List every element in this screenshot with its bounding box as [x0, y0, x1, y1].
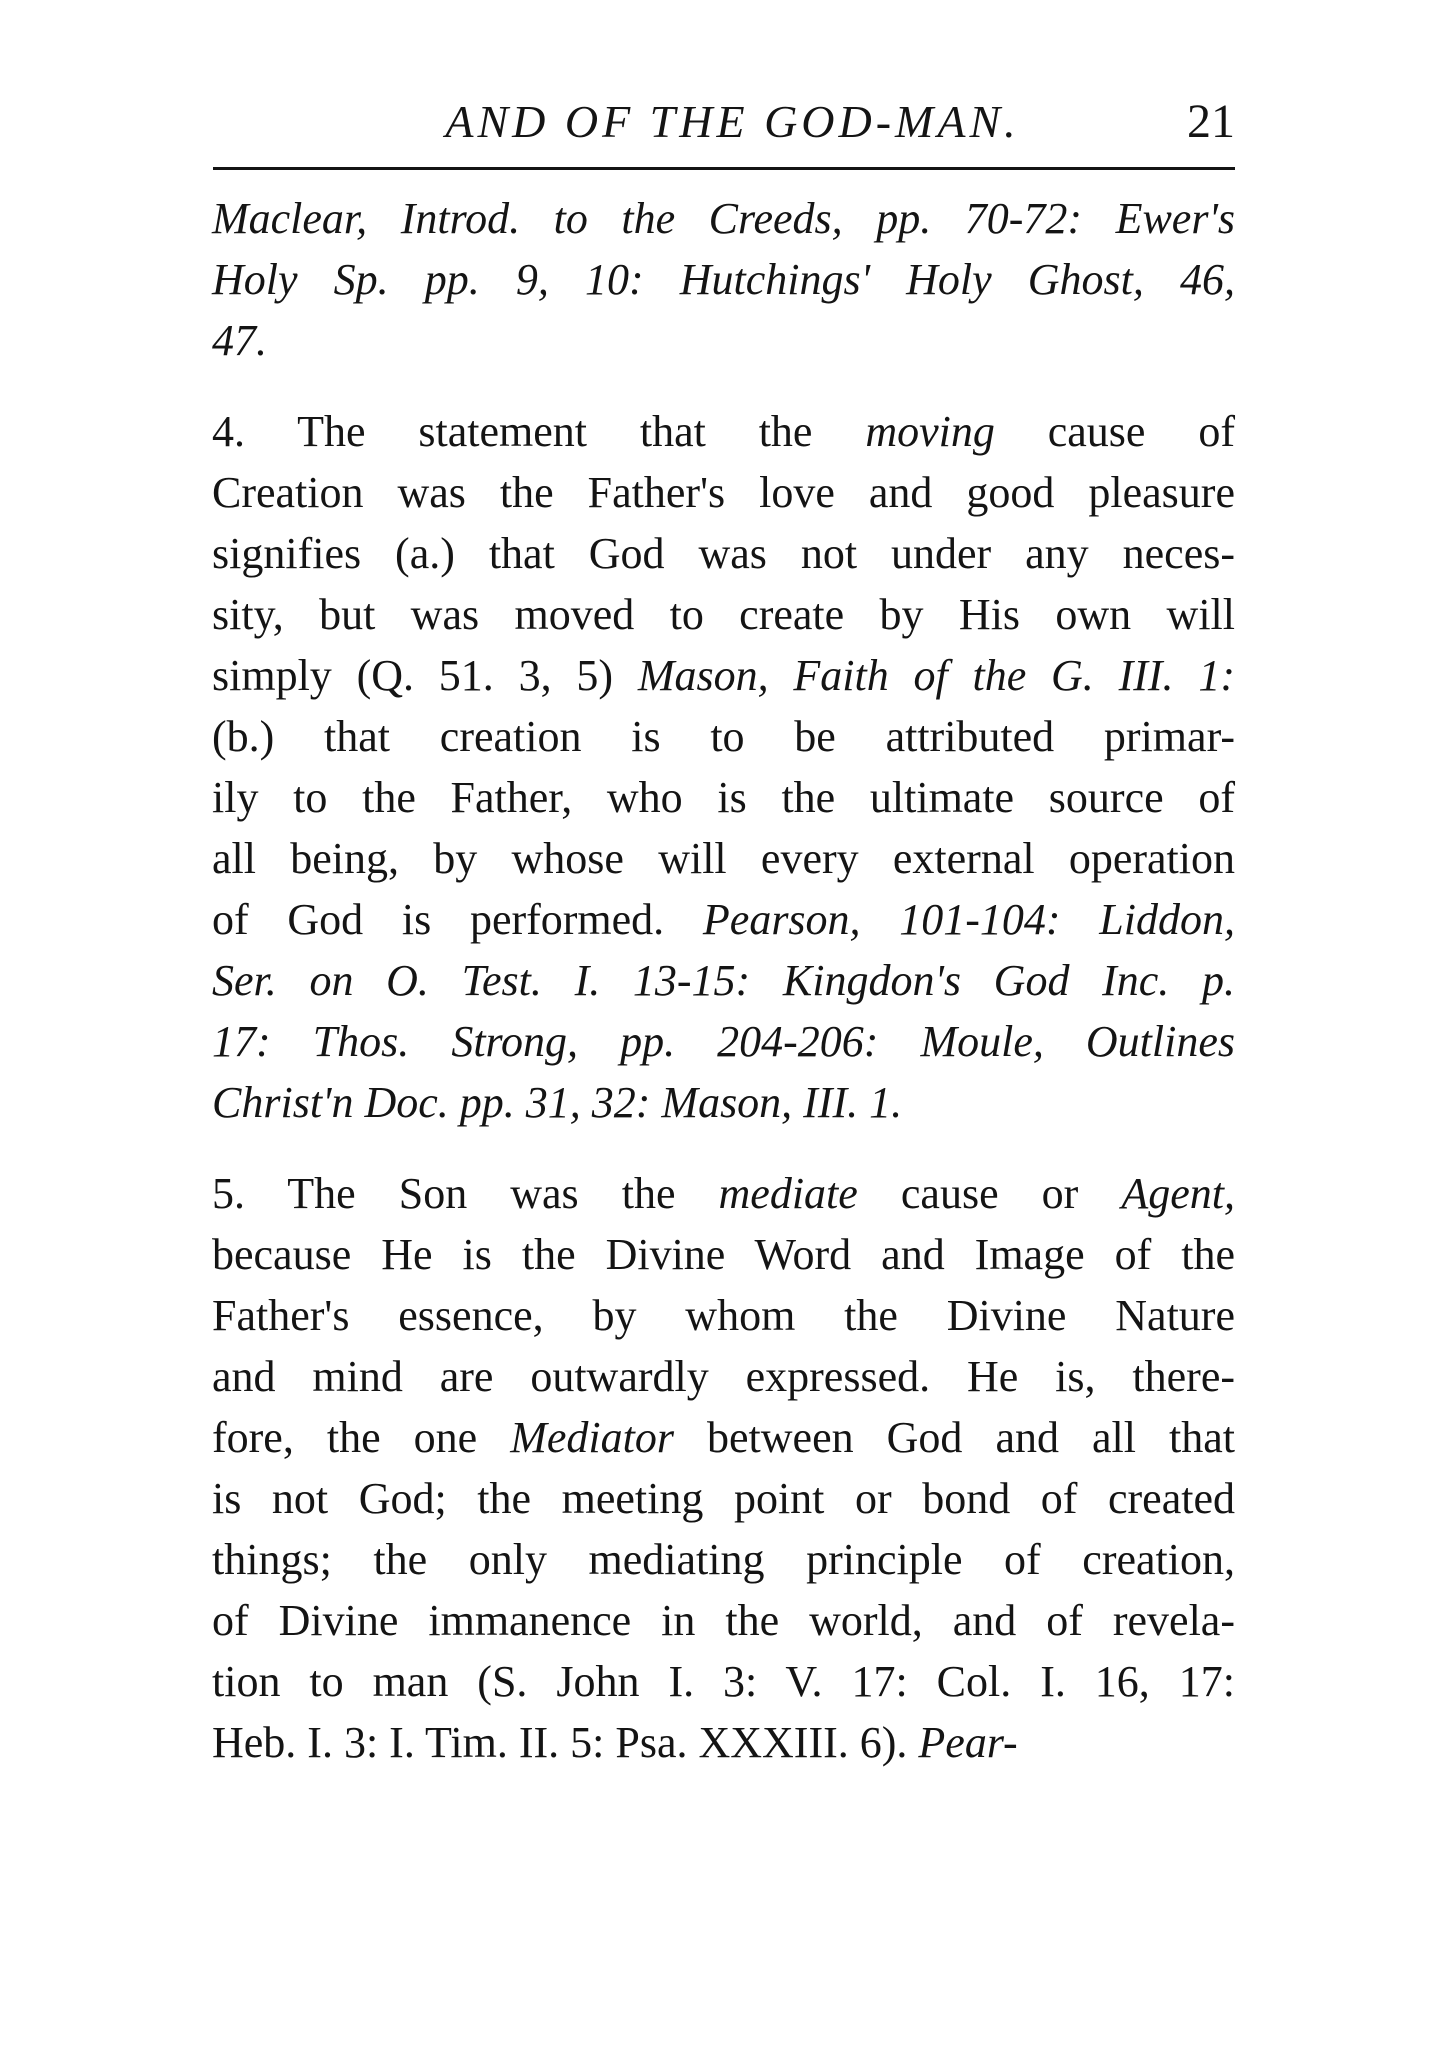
page-text — [212, 188, 1235, 1773]
text-run: of Divine immanence in the world, and of revela- — [212, 1596, 1235, 1645]
italic-text: Mason, Faith of the G. III. 1: — [637, 651, 1235, 700]
text-run: between God and all that — [673, 1413, 1235, 1462]
text-run: (b.) that creation is to be attributed primar- — [212, 712, 1235, 761]
text-line — [212, 462, 1235, 523]
continued-references — [212, 188, 1235, 371]
italic-text: moving — [865, 407, 995, 456]
paragraph-5 — [212, 1163, 1235, 1773]
text-line — [212, 889, 1235, 950]
text-line — [212, 523, 1235, 584]
text-run: cause or — [857, 1169, 1122, 1218]
italic-text: Agent, — [1121, 1169, 1235, 1218]
text-line — [212, 706, 1235, 767]
text-run: 5. The Son was the — [212, 1169, 719, 1218]
text-line — [212, 950, 1235, 1011]
italic-text: Pear- — [918, 1718, 1018, 1767]
text-line — [212, 584, 1235, 645]
text-line — [212, 188, 1235, 249]
text-line — [212, 1712, 1235, 1773]
text-line — [212, 828, 1235, 889]
italic-text: mediate — [718, 1169, 858, 1218]
text-run: ily to the Father, who is the ultimate source of — [212, 773, 1235, 822]
italic-text: 47. — [212, 316, 267, 365]
running-head — [210, 92, 1235, 152]
text-line — [212, 1590, 1235, 1651]
text-run: things; the only mediating principle of creation, — [212, 1535, 1235, 1584]
text-run: sity, but was moved to create by His own will — [212, 590, 1235, 639]
text-run: signifies (a.) that God was not under any neces- — [212, 529, 1235, 578]
paragraph-gap — [212, 371, 1235, 401]
italic-text: Pearson, 101-104: Liddon, — [702, 895, 1236, 944]
paragraph-4 — [212, 401, 1235, 1133]
text-run: and mind are outwardly expressed. He is, there- — [212, 1352, 1235, 1401]
text-line — [212, 401, 1235, 462]
text-line — [212, 1468, 1235, 1529]
text-run: fore, the one — [212, 1413, 511, 1462]
text-line — [212, 1163, 1235, 1224]
text-run: Father's essence, by whom the Divine Nature — [212, 1291, 1235, 1340]
header-rule — [213, 167, 1235, 170]
text-line — [212, 1651, 1235, 1712]
italic-text: 17: Thos. Strong, pp. 204-206: Moule, Outlines — [212, 1017, 1235, 1066]
text-line — [212, 1011, 1235, 1072]
text-line — [212, 1224, 1235, 1285]
italic-text: Holy Sp. pp. 9, 10: Hutchings' Holy Ghost, 46, — [212, 255, 1235, 304]
text-run: all being, by whose will every external operation — [212, 834, 1235, 883]
text-run: of God is performed. — [212, 895, 703, 944]
text-line — [212, 1346, 1235, 1407]
italic-text: Maclear, Introd. to the Creeds, pp. 70-72: Ewer's — [212, 194, 1235, 243]
text-line — [212, 1529, 1235, 1590]
text-line — [212, 310, 1235, 371]
text-line — [212, 645, 1235, 706]
text-line — [212, 1407, 1235, 1468]
text-run: tion to man (S. John I. 3: V. 17: Col. I. 16, 17: — [212, 1657, 1235, 1706]
text-line — [212, 767, 1235, 828]
italic-text: Mediator — [510, 1413, 674, 1462]
running-title: AND OF THE GOD-MAN. — [445, 96, 1020, 147]
text-line — [212, 249, 1235, 310]
italic-text: Christ'n Doc. pp. 31, 32: Mason, III. 1. — [212, 1078, 903, 1127]
text-line — [212, 1285, 1235, 1346]
text-run: because He is the Divine Word and Image of the — [212, 1230, 1235, 1279]
text-run: 4. The statement that the — [212, 407, 866, 456]
text-run: Creation was the Father's love and good pleasure — [212, 468, 1235, 517]
page-number: 21 — [1187, 95, 1235, 148]
text-run: is not God; the meeting point or bond of created — [212, 1474, 1235, 1523]
text-run: cause of — [994, 407, 1235, 456]
paragraph-gap — [212, 1133, 1235, 1163]
text-line — [212, 1072, 1235, 1133]
italic-text: Ser. on O. Test. I. 13-15: Kingdon's God Inc. p. — [212, 956, 1235, 1005]
text-run: simply (Q. 51. 3, 5) — [212, 651, 638, 700]
text-run: Heb. I. 3: I. Tim. II. 5: Psa. XXXIII. 6). — [212, 1718, 919, 1767]
